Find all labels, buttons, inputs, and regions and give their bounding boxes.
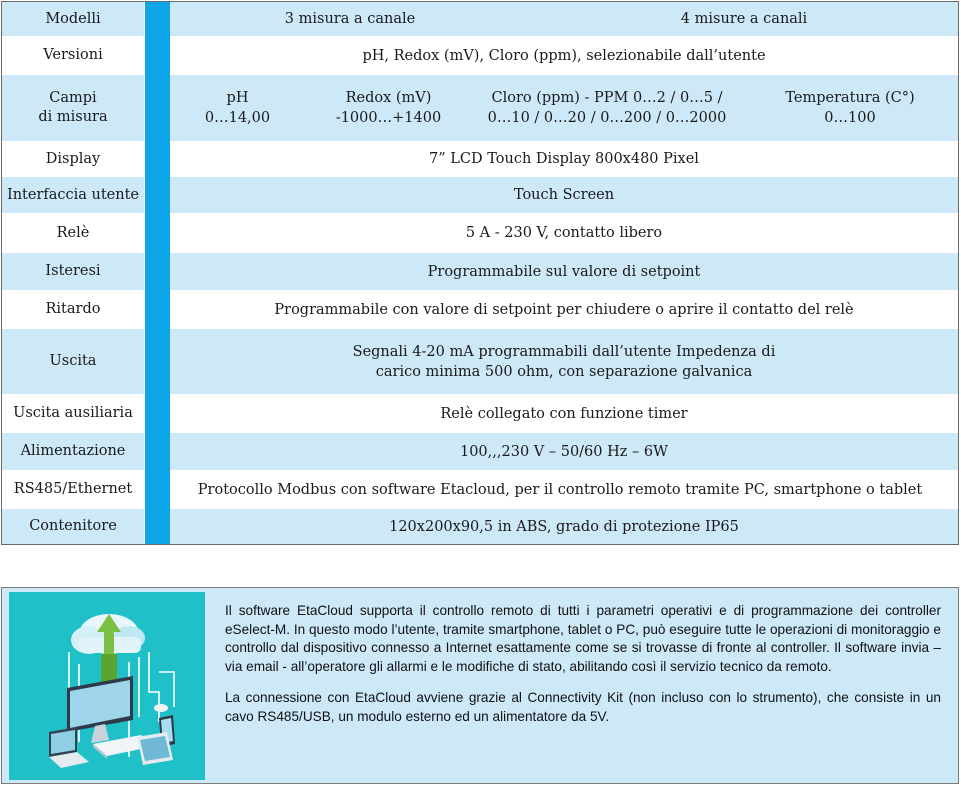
delay-value: Programmabile con valore di setpoint per chiudere o aprire il contatto del relè [170,290,958,329]
relay-value: 5 A - 230 V, contatto libero [170,213,958,253]
display-value: 7” LCD Touch Display 800x480 Pixel [170,141,958,177]
row-label-power-supply: Alimentazione [2,433,144,470]
measurement-temperature-name: Temperatura (C°) [785,90,915,106]
measurement-redox-range: -1000…+1400 [335,110,442,126]
measurement-ph [170,75,305,141]
laptop-icon [49,727,89,768]
measurement-temperature-range: 0…100 [824,110,876,126]
measurement-chlorine-name: Cloro (ppm) - PPM 0…2 / 0…5 / [491,90,723,106]
measurement-redox [305,75,472,141]
tablet-icon [137,732,173,765]
output-line1: Segnali 4-20 mA programmabili dall’utente Impedenza di [352,343,776,360]
measurement-ph-name: pH [226,90,249,106]
row-label-output: Uscita [2,329,144,394]
row-label-hysteresis: Isteresi [2,253,144,290]
info-paragraph-2: La connessione con EtaCloud avviene grazie al Connectivity Kit (non incluso con lo strumento), che consiste in un cavo RS485/USB, un modulo esterno ed un alimentatore da 5V. [225,690,941,724]
output-value [170,329,958,394]
info-text [225,602,941,740]
row-label-enclosure: Contenitore [2,509,144,544]
blue-divider-stripe [145,2,170,544]
output-line2: carico minima 500 ohm, con separazione galvanica [375,363,753,380]
measurement-temperature [742,75,958,141]
row-label-aux-output: Uscita ausiliaria [2,394,144,433]
etacloud-info-box [1,587,959,784]
row-label-rs485: RS485/Ethernet [2,470,144,509]
aux-output-value: Relè collegato con funzione timer [170,394,958,433]
measurement-chlorine [472,75,742,141]
measurement-label-line2: di misura [38,109,108,125]
row-label-models: Modelli [2,2,144,36]
user-interface-value: Touch Screen [170,177,958,213]
cloud-devices-illustration-icon [9,592,205,780]
row-label-relay: Relè [2,213,144,253]
row-label-measurement-fields [2,75,144,141]
measurement-label-line1: Campi [49,90,97,106]
measurement-chlorine-range: 0…10 / 0…20 / 0…200 / 0…2000 [487,110,727,126]
measurement-ph-range: 0…14,00 [204,110,271,126]
enclosure-value: 120x200x90,5 in ABS, grado di protezione IP65 [170,509,958,544]
hysteresis-value: Programmabile sul valore di setpoint [170,253,958,290]
mouse-icon [154,704,168,712]
rs485-value: Protocollo Modbus con software Etacloud, per il controllo remoto tramite PC, smartphone o tablet [162,470,958,509]
row-label-user-interface: Interfaccia utente [2,177,144,213]
row-label-display: Display [2,141,144,177]
spec-table [1,1,959,545]
models-value-4: 4 misure a canali [680,11,808,27]
power-supply-value: 100,,,230 V – 50/60 Hz – 6W [170,433,958,470]
measurement-redox-name: Redox (mV) [345,90,432,106]
versions-value: pH, Redox (mV), Cloro (ppm), selezionabile dall’utente [170,36,958,75]
models-value-3: 3 misura a canale [284,11,416,27]
info-paragraph-1: Il software EtaCloud supporta il controllo remoto di tutti i parametri operativi e di programmazione dei controller eSelect-M. In questo modo l’utente, tramite smartphone, tablet o PC, può eseguire tutte le operazioni di monitoraggio e controllo dal dispositivo connesso a Internet esattamente come se si trovasse di fronte al controller. Il software invia – via email - all’operatore gli allarmi e le modifiche di stato, abilitando così il servizio tecnico da remoto. [225,603,941,674]
row-label-versions: Versioni [2,36,144,75]
row-label-delay: Ritardo [2,290,144,329]
